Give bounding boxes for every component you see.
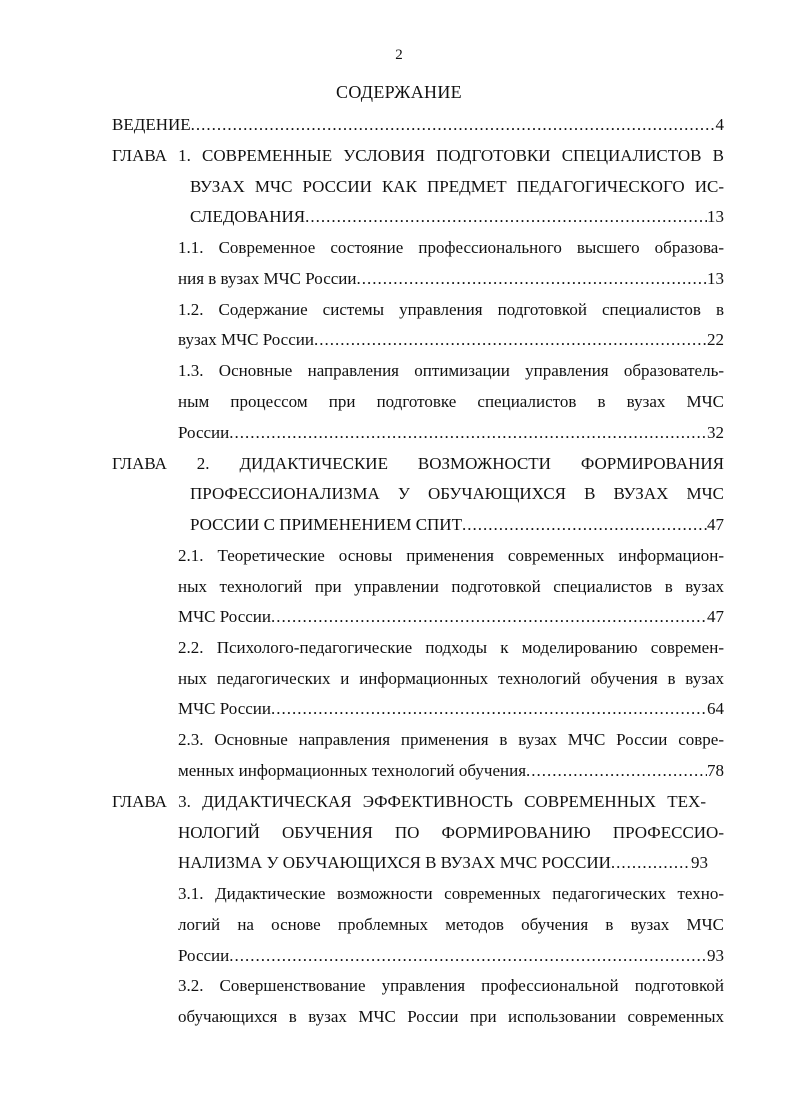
- toc-section-1-1-line-1[interactable]: 1.1. Современное состояние профессионального высшего образова-: [178, 238, 724, 257]
- dot-leader: [611, 848, 691, 878]
- toc-section-2-3-line-2[interactable]: [178, 756, 724, 786]
- toc-entry-text: ВЕДЕНИЕ: [112, 115, 191, 134]
- toc-section-2-1-line-3[interactable]: [178, 602, 724, 632]
- toc-chapter-1-line-3[interactable]: [190, 202, 724, 232]
- toc-section-3-1-line-2[interactable]: логий на основе проблемных методов обучения в вузах МЧС: [178, 915, 724, 934]
- dot-leader: [191, 110, 716, 140]
- toc-chapter-2-line-3[interactable]: [190, 510, 724, 540]
- toc-chapter-1-line-2[interactable]: ВУЗАХ МЧС РОССИИ КАК ПРЕДМЕТ ПЕДАГОГИЧЕСКОГО ИС-: [190, 177, 724, 196]
- toc-page-number: 13: [707, 269, 724, 288]
- dot-leader: [462, 510, 707, 540]
- toc-entry-text: РОССИИ С ПРИМЕНЕНИЕМ СПИТ: [190, 515, 462, 534]
- toc-section-1-2-line-1[interactable]: 1.2. Содержание системы управления подготовкой специалистов в: [178, 300, 724, 319]
- toc-page-number: 64: [707, 699, 724, 718]
- toc-section-1-2-line-2[interactable]: [178, 325, 724, 355]
- toc-section-1-1-line-2[interactable]: [178, 264, 724, 294]
- page-number: 2: [395, 47, 403, 63]
- toc-section-1-3-line-3[interactable]: [178, 418, 724, 448]
- toc-chapter-3-line-1[interactable]: ГЛАВА 3. ДИДАКТИЧЕСКАЯ ЭФФЕКТИВНОСТЬ СОВРЕМЕННЫХ ТЕХ-: [112, 792, 706, 811]
- toc-entry-text: НАЛИЗМА У ОБУЧАЮЩИХСЯ В ВУЗАХ МЧС РОССИИ: [178, 853, 611, 872]
- page-title: СОДЕРЖАНИЕ: [336, 82, 462, 102]
- dot-leader: [229, 941, 707, 971]
- toc-chapter-1-line-1[interactable]: ГЛАВА 1. СОВРЕМЕННЫЕ УСЛОВИЯ ПОДГОТОВКИ СПЕЦИАЛИСТОВ В: [112, 146, 724, 165]
- toc-chapter-3-line-3[interactable]: [178, 848, 708, 878]
- toc-section-3-2-line-2[interactable]: обучающихся в вузах МЧС России при использовании современных: [178, 1007, 724, 1026]
- dot-leader: [229, 418, 707, 448]
- toc-entry-text: СЛЕДОВАНИЯ: [190, 207, 306, 226]
- toc-section-2-2-line-3[interactable]: [178, 694, 724, 724]
- toc-section-2-2-line-2[interactable]: ных педагогических и информационных технологий обучения в вузах: [178, 669, 724, 688]
- toc-page-number: 93: [707, 946, 724, 965]
- toc-page-number: 13: [707, 207, 724, 226]
- toc-page-number: 93: [691, 853, 708, 872]
- toc-section-2-2-line-1[interactable]: 2.2. Психолого-педагогические подходы к моделированию современ-: [178, 638, 724, 657]
- dot-leader: [314, 325, 707, 355]
- toc-section-2-1-line-1[interactable]: 2.1. Теоретические основы применения современных информацион-: [178, 546, 724, 565]
- toc-section-2-1-line-2[interactable]: ных технологий при управлении подготовкой специалистов в вузах: [178, 577, 724, 596]
- dot-leader: [305, 202, 707, 232]
- toc-page-number: 32: [707, 423, 724, 442]
- toc-entry-introduction[interactable]: [112, 110, 724, 140]
- dot-leader: [271, 694, 707, 724]
- toc-entry-text: вузах МЧС России: [178, 330, 314, 349]
- toc-section-3-2-line-1[interactable]: 3.2. Совершенствование управления профессиональной подготовкой: [178, 976, 724, 995]
- dot-leader: [271, 602, 707, 632]
- toc-chapter-3-line-2[interactable]: НОЛОГИЙ ОБУЧЕНИЯ ПО ФОРМИРОВАНИЮ ПРОФЕССИО-: [178, 823, 724, 842]
- toc-entry-text: ния в вузах МЧС России: [178, 269, 357, 288]
- toc-section-2-3-line-1[interactable]: 2.3. Основные направления применения в вузах МЧС России совре-: [178, 730, 724, 749]
- toc-page-number: 4: [715, 115, 724, 134]
- toc-chapter-2-line-2[interactable]: ПРОФЕССИОНАЛИЗМА У ОБУЧАЮЩИХСЯ В ВУЗАХ МЧС: [190, 484, 724, 503]
- toc-page-number: 47: [707, 515, 724, 534]
- toc-entry-text: МЧС России: [178, 699, 271, 718]
- toc-entry-text: МЧС России: [178, 607, 271, 626]
- toc-page-number: 78: [707, 761, 724, 780]
- toc-section-1-3-line-1[interactable]: 1.3. Основные направления оптимизации управления образователь-: [178, 361, 724, 380]
- toc-section-1-3-line-2[interactable]: ным процессом при подготовке специалистов в вузах МЧС: [178, 392, 724, 411]
- toc-entry-text: России: [178, 423, 230, 442]
- dot-leader: [526, 756, 707, 786]
- toc-page-number: 22: [707, 330, 724, 349]
- toc-section-3-1-line-1[interactable]: 3.1. Дидактические возможности современных педагогических техно-: [178, 884, 724, 903]
- toc-entry-text: менных информационных технологий обучения: [178, 761, 527, 780]
- toc-chapter-2-line-1[interactable]: ГЛАВА 2. ДИДАКТИЧЕСКИЕ ВОЗМОЖНОСТИ ФОРМИРОВАНИЯ: [112, 454, 724, 473]
- toc-section-3-1-line-3[interactable]: [178, 941, 724, 971]
- dot-leader: [357, 264, 708, 294]
- toc-entry-text: России: [178, 946, 230, 965]
- toc-page-number: 47: [707, 607, 724, 626]
